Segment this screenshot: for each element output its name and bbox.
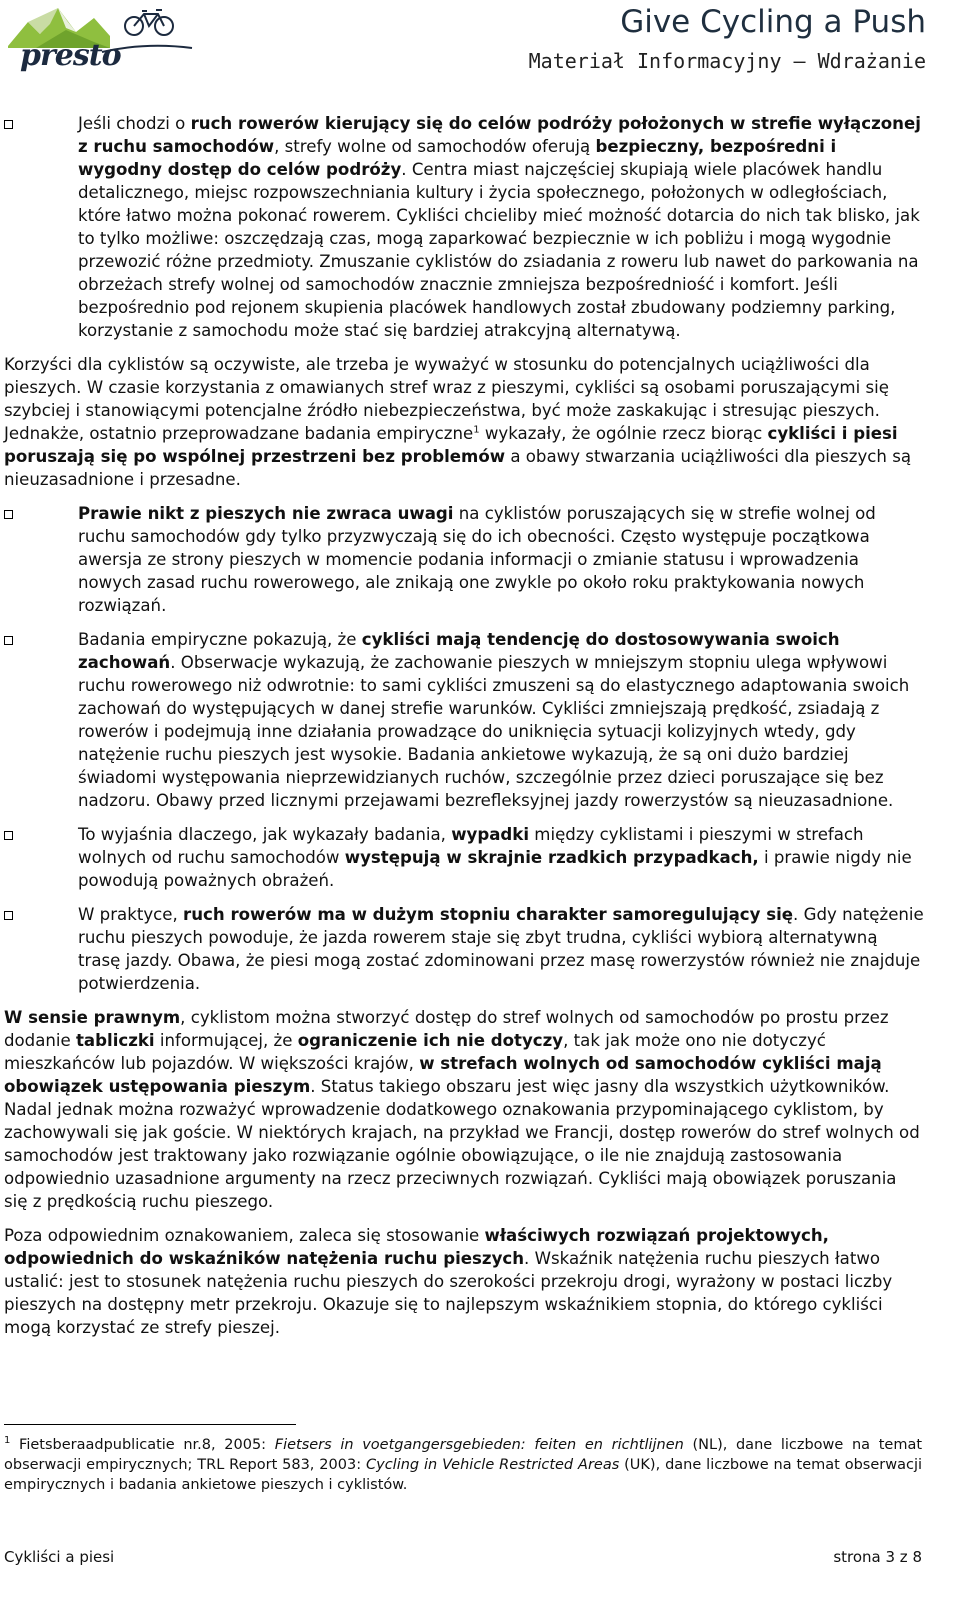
square-bullet-icon	[4, 911, 13, 920]
text-run: , cyklistom można stworzyć dostęp do stref wolnych od samochodów po prostu przez dodanie	[4, 1008, 889, 1050]
footer-section-title: Cykliści a piesi	[4, 1548, 115, 1566]
emphasis-text: cykliści mają tendencję do dostosowywania swoich zachowań	[78, 630, 840, 672]
paragraph	[4, 1224, 924, 1339]
text-run: . Centra miast najczęściej skupiają wiele placówek handlu detalicznego, miejsc rozpowszechniania kultury i życia społecznego, położonych w odległościach, które łatwo można pokonać rowerem. Cykliści chcieliby mieć możność dotarcia do nich tak blisko, jak to tylko możliwe: oszczędzają czas, mogą zaparkować bezpiecznie w ich pobliżu i mogą wygodnie przewozić różne przedmioty. Zmuszanie cyklistów do zsiadania z roweru lub nawet do parkowania na obrzeżach strefy wolnej od samochodów znacznie zmniejsza bezpośredniość i komfort. Jeśli bezpośrednio pod rejonem skupienia placówek handlowych został zbudowany podziemny parking, korzystanie z samochodu może stać się bardziej atrakcyjną alternatywą.	[78, 160, 920, 340]
text-run: Korzyści dla cyklistów są oczywiste, ale trzeba je wyważyć w stosunku do potencjalnych uciążliwości dla pieszych. W czasie korzystania z omawianych stref wraz z pieszymi, cykliści są osobami poruszającymi się szybciej i stanowiącymi potencjalne źródło niebezpieczeństwa, być może zaskakując i stresując pieszych. Jednakże, ostatnio przeprowadzane badania empiryczne	[4, 355, 889, 443]
bullet-text	[78, 823, 924, 892]
bullet-text	[78, 112, 924, 342]
square-bullet-icon	[4, 831, 13, 840]
emphasis-text: ograniczenie ich nie dotyczy	[297, 1031, 564, 1050]
bullet-text	[78, 502, 924, 617]
emphasis-text: w strefach wolnych od samochodów cykliści mają obowiązek ustępowania pieszym	[4, 1054, 882, 1096]
document-subtitle: Materiał Informacyjny – Wdrażanie	[528, 49, 926, 73]
text-run: . Obserwacje wykazują, że zachowanie pieszych w mniejszym stopniu ulega wpływowi ruchu rowerowego niż odwrotnie: to sami cykliści zmuszeni są do elastycznego adaptowania swoich zachowań do występujących w danej strefie warunków. Cykliści zmniejszają prędkość, zsiadają z rowerów i podejmują inne działania prowadzące do uniknięcia sytuacji kolizyjnych wtedy, gdy natężenie ruchu pieszych jest wysokie. Badania ankietowe wykazują, że są oni dużo bardziej świadomi występowania nieprzewidzianych ruchów, szczególnie przez dzieci poruszające się bez nadzoru. Obawy przed licznymi przejawami bezrefleksyjnej jazdy rowerzystów są nieuzasadnione.	[78, 653, 910, 810]
text-run: , tak jak może ono nie dotyczyć mieszkańców lub pojazdów. W większości krajów,	[4, 1031, 826, 1073]
text-run: . Status takiego obszaru jest więc jasny dla wszystkich użytkowników. Nadal jednak można rozważyć wprowadzenie dodatkowego oznakowania przypominającego cyklistom, by zachowywali się jak goście. W niektórych krajach, na przykład we Francji, dostęp rowerów do stref wolnych od samochodów jest traktowany jako rozwiązanie ogólnie obowiązujące, o ile nie znajdują zastosowania odpowiednio uzasadnione argumenty na rzecz przeciwnych rozwiązań. Cykliści mają obowiązek poruszania się z prędkością ruchu pieszego.	[4, 1077, 920, 1211]
document-body	[4, 112, 924, 1350]
text-run: , strefy wolne od samochodów oferują	[274, 137, 596, 156]
text-run: na cyklistów poruszających się w strefie wolnej od ruchu samochodów gdy tylko przyzwyczają się do ich obecności. Często występuje początkowa awersja ze strony pieszych w momencie podania informacji o zmianie statusu i wprowadzenia nowych zasad ruchu rowerowego, ale znikają one zwykle po około roku praktykowania nowych rozwiązań.	[78, 504, 876, 615]
document-title: Give Cycling a Push	[620, 4, 926, 40]
bullet-item	[4, 502, 924, 617]
footnote	[4, 1435, 922, 1495]
logo-wordmark: presto	[20, 38, 121, 73]
paragraph	[4, 1006, 924, 1213]
paragraph	[4, 353, 924, 491]
footnote-marker: 1	[473, 424, 480, 436]
square-bullet-icon	[4, 636, 13, 645]
presto-logo	[6, 2, 196, 82]
text-run: a obawy stwarzania uciążliwości dla pieszych są nieuzasadnione i przesadne.	[4, 447, 912, 489]
page-header	[0, 0, 960, 90]
emphasis-text: ruch rowerów ma w dużym stopniu charakter samoregulujący się	[183, 905, 794, 924]
square-bullet-icon	[4, 510, 13, 519]
text-run: Fietsberaadpublicatie nr.8, 2005:	[10, 1437, 275, 1453]
footer-page-number: strona 3 z 8	[833, 1548, 922, 1566]
text-run: Jeśli chodzi o	[78, 114, 191, 133]
bullet-text	[78, 903, 924, 995]
bullet-item	[4, 112, 924, 342]
text-run: W praktyce,	[78, 905, 184, 924]
text-run: Badania empiryczne pokazują, że	[78, 630, 362, 649]
bullet-item	[4, 628, 924, 812]
text-run: i prawie nigdy nie powodują poważnych obrażeń.	[78, 848, 912, 890]
bullet-text	[78, 628, 924, 812]
emphasis-text: tabliczki	[76, 1031, 155, 1050]
emphasis-text: cykliści i piesi poruszają się po wspólnej przestrzeni bez problemów	[4, 424, 898, 466]
emphasis-text: właściwych rozwiązań projektowych, odpowiednich do wskaźników natężenia ruchu pieszych	[4, 1226, 829, 1268]
emphasis-text: bezpieczny, bezpośredni i wygodny dostęp do celów podróży	[78, 137, 837, 179]
text-run: (NL), dane liczbowe na temat obserwacji empirycznych; TRL Report 583, 2003:	[4, 1437, 923, 1473]
text-run: (UK), dane liczbowe na temat obserwacji empirycznych i badania ankietowe pieszych i cyklistów.	[4, 1457, 922, 1493]
text-run: . Gdy natężenie ruchu pieszych powoduje, że jazda rowerem staje się zbyt trudna, cykliści wybiorą alternatywną trasę jazdy. Obawa, że piesi mogą zostać zdominowani przez masę rowerzystów również nie znajduje potwierdzenia.	[78, 905, 924, 993]
footnote-marker: 1	[4, 1435, 11, 1447]
text-run: To wyjaśnia dlaczego, jak wykazały badania,	[78, 825, 452, 844]
text-run: Cycling in Vehicle Restricted Areas	[365, 1457, 620, 1473]
text-run: Fietsers in voetgangersgebieden: feiten en richtlijnen	[274, 1437, 684, 1453]
square-bullet-icon	[4, 120, 13, 129]
emphasis-text: występują w skrajnie rzadkich przypadkach,	[344, 848, 759, 867]
text-run: Poza odpowiednim oznakowaniem, zaleca się stosowanie	[4, 1226, 485, 1245]
bullet-item	[4, 823, 924, 892]
text-run: wykazały, że ogólnie rzecz biorąc	[479, 424, 768, 443]
bullet-item	[4, 903, 924, 995]
footnote-separator	[4, 1424, 296, 1425]
emphasis-text: wypadki	[451, 825, 530, 844]
text-run: między cyklistami i pieszymi w strefach wolnych od ruchu samochodów	[78, 825, 864, 867]
emphasis-text: W sensie prawnym	[4, 1008, 181, 1027]
text-run: . Wskaźnik natężenia ruchu pieszych łatwo ustalić: jest to stosunek natężenia ruchu pieszych do szerokości przekroju drogi, wyrażony w postaci liczby pieszych na dostępny metr przekroju. Okazuje się to najlepszym wskaźnikiem stopnia, do którego cykliści mogą korzystać ze strefy pieszej.	[4, 1249, 893, 1337]
emphasis-text: Prawie nikt z pieszych nie zwraca uwagi	[78, 504, 454, 523]
emphasis-text: ruch rowerów kierujący się do celów podróży położonych w strefie wyłączonej z ruchu samochodów	[78, 114, 921, 156]
text-run: informującej, że	[154, 1031, 298, 1050]
